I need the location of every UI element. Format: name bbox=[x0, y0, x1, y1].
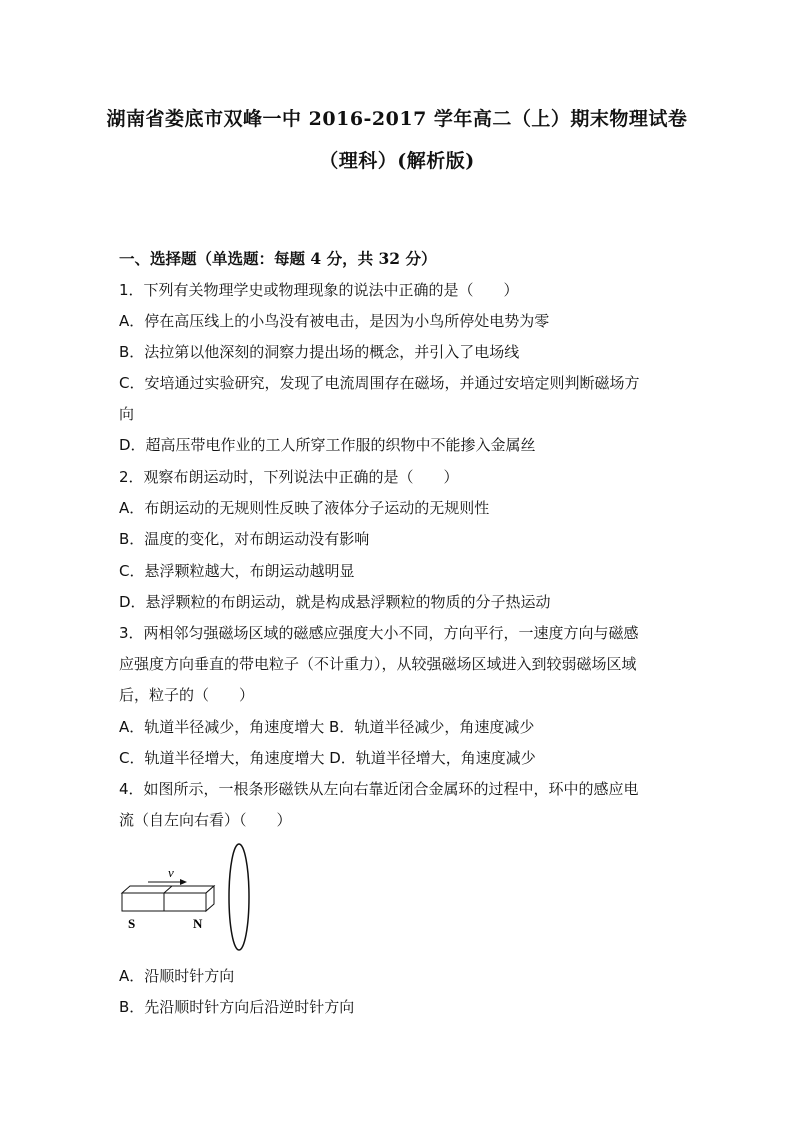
q1-option-a: A．停在高压线上的小鸟没有被电击，是因为小鸟所停处电势为零 bbox=[119, 312, 550, 330]
bar-magnet bbox=[122, 886, 214, 911]
q4-option-b: B．先沿顺时针方向后沿逆时针方向 bbox=[119, 998, 355, 1016]
q1-option-b: B．法拉第以他深刻的洞察力提出场的概念，并引入了电场线 bbox=[119, 343, 520, 361]
q3-options-cd: C．轨道半径增大，角速度增大 D．轨道半径增大，角速度减少 bbox=[119, 749, 536, 767]
q3-stem: 3．两相邻匀强磁场区域的磁感应强度大小不同，方向平行，一速度方向与磁感 bbox=[119, 624, 639, 642]
metal-ring bbox=[229, 844, 249, 950]
q1-option-c: C．安培通过实验研究，发现了电流周围存在磁场，并通过安培定则判断磁场方 bbox=[119, 374, 640, 392]
q3-stem-cont1: 应强度方向垂直的带电粒子（不计重力），从较强磁场区域进入到较弱磁场区域 bbox=[119, 655, 637, 673]
q1-stem: 1．下列有关物理学史或物理现象的说法中正确的是（ ） bbox=[119, 281, 519, 299]
q3-options-ab: A．轨道半径减少，角速度增大 B．轨道半径减少，角速度减少 bbox=[119, 718, 535, 736]
q4-stem-cont: 流（自左向右看）（ ） bbox=[119, 811, 292, 829]
q4-stem: 4．如图所示，一根条形磁铁从左向右靠近闭合金属环的过程中，环中的感应电 bbox=[119, 780, 639, 798]
exam-title-line1: 湖南省娄底市双峰一中 2016-2017 学年高二（上）期末物理试卷 bbox=[106, 108, 688, 130]
velocity-label: v bbox=[168, 865, 174, 880]
section-heading: 一、选择题（单选题：每题 4 分，共 32 分） bbox=[119, 249, 437, 268]
q2-option-a: A．布朗运动的无规则性反映了液体分子运动的无规则性 bbox=[119, 499, 490, 517]
q4-option-a: A．沿顺时针方向 bbox=[119, 967, 235, 985]
q1-option-d: D．超高压带电作业的工人所穿工作服的织物中不能掺入金属丝 bbox=[119, 436, 536, 454]
q2-option-b: B．温度的变化，对布朗运动没有影响 bbox=[119, 530, 370, 548]
magnet-ring-figure bbox=[118, 840, 258, 956]
q2-option-c: C．悬浮颗粒越大，布朗运动越明显 bbox=[119, 562, 355, 580]
q2-stem: 2．观察布朗运动时，下列说法中正确的是（ ） bbox=[119, 468, 459, 486]
q1-option-c-cont: 向 bbox=[119, 405, 135, 423]
exam-title-line2: （理科）(解析版) bbox=[319, 150, 475, 172]
north-pole-label: N bbox=[193, 916, 203, 931]
q3-stem-cont2: 后，粒子的（ ） bbox=[119, 686, 255, 704]
q2-option-d: D．悬浮颗粒的布朗运动，就是构成悬浮颗粒的物质的分子热运动 bbox=[119, 593, 551, 611]
south-pole-label: S bbox=[128, 916, 136, 931]
